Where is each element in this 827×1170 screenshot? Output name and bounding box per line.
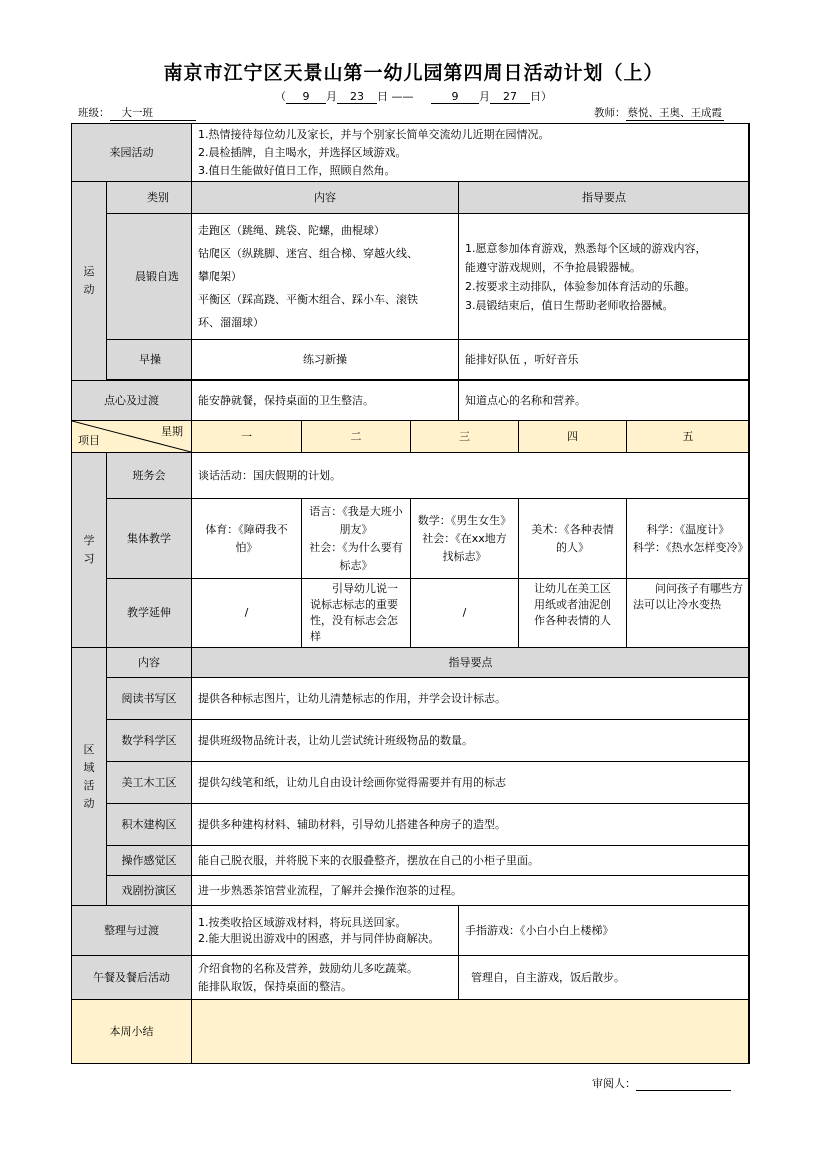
lunch-label: 午餐及餐后活动 — [72, 956, 192, 1000]
class-meeting-label: 班务会 — [107, 453, 192, 499]
exercise-header-row — [72, 182, 750, 214]
areas-label: 区域活动 — [72, 648, 107, 906]
date-open: （ — [275, 90, 286, 103]
date-close: 日） — [530, 90, 552, 103]
morning-choice-content — [192, 214, 459, 340]
lunch-row — [72, 956, 750, 1000]
snack-guidance: 知道点心的名称和营养。 — [459, 381, 750, 421]
teacher-info — [594, 105, 724, 121]
area-row — [72, 876, 750, 906]
item-corner-label: 项目 — [78, 434, 100, 447]
lunch-guidance: 管理自，自主游戏，饭后散步。 — [459, 956, 750, 1000]
morning-choice-row — [72, 214, 750, 340]
morning-drill-guidance: 能排好队伍 ，听好音乐 — [459, 340, 750, 380]
reviewer-signature — [592, 1075, 731, 1091]
arrival-label: 来园活动 — [72, 124, 192, 182]
end-month: 9 — [431, 90, 479, 104]
area-guidance: 提供多种建构材料、辅助材料，引导幼儿搭建各种房子的造型。 — [192, 804, 750, 846]
areas-header-row — [72, 648, 750, 678]
day-header-thu: 四 — [519, 421, 627, 453]
guidance-line: 2.按要求主动排队，体验参加体育活动的乐趣。 — [465, 279, 696, 293]
summary-content[interactable] — [192, 1000, 750, 1064]
morning-drill-label: 早操 — [107, 340, 192, 380]
start-day: 23 — [337, 90, 377, 104]
weekday-corner-label: 星期 — [161, 425, 183, 438]
exercise-content-header: 内容 — [192, 182, 459, 214]
day-label: 日 — [377, 90, 388, 103]
lunch-line: 能排队取饭，保持桌面的整洁。 — [198, 979, 352, 993]
group-teaching-label: 集体教学 — [107, 499, 192, 579]
group-teaching-thu: 美术：《各种表情的人》 — [519, 499, 627, 579]
area-name: 美工木工区 — [107, 762, 192, 804]
group-teaching-wed: 数学：《男生女生》 社会：《在xx地方找标志》 — [411, 499, 519, 579]
areas-guidance-header: 指导要点 — [192, 648, 750, 678]
area-row — [72, 846, 750, 876]
tidy-content — [192, 906, 459, 956]
class-meeting-row — [72, 453, 750, 499]
class-label: 班级： — [78, 107, 110, 119]
reviewer-label: 审阅人： — [592, 1077, 636, 1090]
content-line: 攀爬架） — [198, 270, 242, 283]
guidance-line: 3.晨锻结束后，值日生帮助老师收拾器械。 — [465, 298, 674, 312]
exercise-category-header: 类别 — [107, 182, 192, 214]
month-label-2: 月 — [479, 90, 490, 103]
teacher-label: 教师： — [594, 107, 626, 119]
tidy-label: 整理与过渡 — [72, 906, 192, 956]
group-teaching-row — [72, 499, 750, 579]
group-teaching-tue: 语言：《我是大班小朋友》 社会：《为什么要有标志》 — [302, 499, 411, 579]
area-row — [72, 720, 750, 762]
group-teaching-fri: 科学：《温度计》 科学：《热水怎样变冷》 — [627, 499, 750, 579]
weekday-header-row — [72, 421, 750, 453]
end-day: 27 — [490, 90, 530, 104]
morning-drill-content: 练习新操 — [192, 340, 459, 380]
learning-label: 学习 — [72, 453, 107, 648]
day-header-tue: 二 — [302, 421, 411, 453]
content-line: 钻爬区（纵跳脚、迷宫、组合梯、穿越火线、 — [198, 247, 418, 260]
arrival-row — [72, 124, 750, 182]
morning-choice-label: 晨锻自选 — [107, 214, 192, 340]
class-value: 大一班 — [110, 105, 196, 121]
day-header-wed: 三 — [411, 421, 519, 453]
arrival-item: 2.晨检插牌，自主喝水，并选择区域游戏。 — [198, 145, 407, 159]
content-line: 环、溜溜球） — [198, 316, 264, 329]
extension-wed: / — [411, 579, 519, 648]
class-meeting-content: 谈话活动：国庆假期的计划。 — [192, 453, 750, 499]
areas-content-header: 内容 — [107, 648, 192, 678]
area-name: 阅读书写区 — [107, 678, 192, 720]
summary-label: 本周小结 — [72, 1000, 192, 1064]
extension-fri: 问问孩子有哪些方法可以让冷水变热 — [627, 579, 750, 648]
area-guidance: 提供班级物品统计表，让幼儿尝试统计班级物品的数量。 — [192, 720, 750, 762]
tidy-line: 1.按类收拾区域游戏材料，将玩具送回家。 — [198, 915, 407, 929]
start-month: 9 — [286, 90, 326, 104]
tidy-guidance: 手指游戏：《小白小白上楼梯》 — [459, 906, 750, 956]
page-title: 南京市江宁区天景山第一幼儿园第四周日活动计划（上） — [163, 62, 664, 84]
area-guidance: 提供勾线笔和纸，让幼儿自由设计绘画你觉得需要并有用的标志 — [192, 762, 750, 804]
reviewer-signature-line[interactable] — [636, 1078, 731, 1091]
morning-choice-guidance — [459, 214, 750, 340]
area-row — [72, 762, 750, 804]
area-name: 操作感觉区 — [107, 846, 192, 876]
extension-thu: 让幼儿在美工区用纸或者油泥创作各种表情的人 — [519, 579, 627, 648]
group-teaching-mon: 体育：《障碍我不怕》 — [192, 499, 302, 579]
date-dash: —— — [391, 90, 414, 103]
content-line: 平衡区（踩高跷、平衡木组合、踩小车、滚铁 — [198, 293, 418, 306]
weekday-item-corner — [72, 421, 192, 453]
area-name: 积木建构区 — [107, 804, 192, 846]
guidance-line: 能遵守游戏规则，不争抢晨锻器械。 — [465, 260, 641, 274]
extension-label: 教学延伸 — [107, 579, 192, 648]
lunch-line: 介绍食物的名称及营养，鼓励幼儿多吃蔬菜。 — [198, 961, 418, 975]
snack-content: 能安静就餐，保持桌面的卫生整洁。 — [192, 381, 459, 421]
extension-row — [72, 579, 750, 648]
guidance-line: 1.愿意参加体育游戏，熟悉每个区域的游戏内容， — [465, 241, 707, 255]
snack-row — [72, 381, 750, 421]
class-info — [78, 105, 196, 121]
activity-plan-table — [71, 123, 750, 1064]
area-guidance: 进一步熟悉茶馆营业流程，了解并会操作泡茶的过程。 — [192, 876, 750, 906]
month-label: 月 — [326, 90, 337, 103]
arrival-item: 1.热情接待每位幼儿及家长，并与个别家长简单交流幼儿近期在园情况。 — [198, 127, 550, 141]
area-name: 戏剧扮演区 — [107, 876, 192, 906]
area-guidance: 能自己脱衣服，并将脱下来的衣服叠整齐，摆放在自己的小柜子里面。 — [192, 846, 750, 876]
snack-label: 点心及过渡 — [72, 381, 192, 421]
arrival-item: 3.值日生能做好值日工作，照顾自然角。 — [198, 163, 396, 177]
area-row — [72, 804, 750, 846]
content-line: 走跑区（跳绳、跳袋、陀螺，曲棍球） — [198, 224, 385, 237]
tidy-row — [72, 906, 750, 956]
day-header-mon: 一 — [192, 421, 302, 453]
teacher-value: 蔡悦、王奥、王成霞 — [627, 107, 722, 119]
area-name: 数学科学区 — [107, 720, 192, 762]
day-header-fri: 五 — [627, 421, 750, 453]
exercise-label: 运动 — [72, 182, 107, 381]
area-guidance: 提供各种标志图片，让幼儿清楚标志的作用，并学会设计标志。 — [192, 678, 750, 720]
area-row — [72, 678, 750, 720]
exercise-guidance-header: 指导要点 — [459, 182, 750, 214]
summary-row — [72, 1000, 750, 1064]
tidy-line: 2.能大胆说出游戏中的困惑，并与同伴协商解决。 — [198, 931, 440, 945]
lunch-content — [192, 956, 459, 1000]
extension-tue: 引导幼儿说一说标志标志的重要性，没有标志会怎样 — [302, 579, 411, 648]
date-range — [0, 88, 827, 104]
morning-drill-row — [72, 340, 750, 380]
extension-mon: / — [192, 579, 302, 648]
arrival-content — [192, 124, 750, 182]
